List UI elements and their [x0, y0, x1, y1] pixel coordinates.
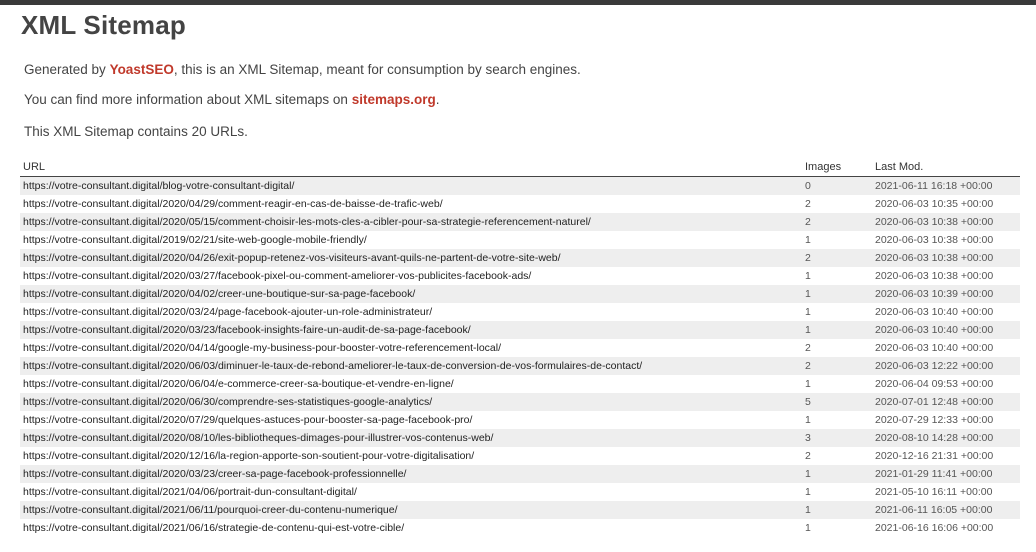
last-modified-cell: 2020-06-03 10:40 +00:00 [875, 306, 994, 318]
last-modified-cell: 2020-06-03 10:35 +00:00 [875, 198, 994, 210]
url-link[interactable]: https://votre-consultant.digital/blog-votre-consultant-digital/ [23, 180, 295, 192]
url-link[interactable]: https://votre-consultant.digital/2019/02/21/site-web-google-mobile-friendly/ [23, 234, 367, 246]
images-count-cell: 1 [805, 234, 811, 246]
url-link[interactable]: https://votre-consultant.digital/2021/04/06/portrait-dun-consultant-digital/ [23, 486, 357, 498]
table-row [20, 267, 1020, 285]
table-header-row [20, 158, 1020, 177]
images-count-cell: 2 [805, 450, 811, 462]
url-cell [20, 213, 802, 231]
url-link[interactable]: https://votre-consultant.digital/2020/05/15/comment-choisir-les-mots-cles-a-cibler-pour-sa-strategie-referencement-naturel/ [23, 216, 591, 228]
generated-by-text [24, 62, 581, 77]
url-link[interactable]: https://votre-consultant.digital/2020/07/29/quelques-astuces-pour-booster-sa-page-facebook-pro/ [23, 414, 473, 426]
images-count-cell: 1 [805, 414, 811, 426]
info-prefix: You can find more information about XML sitemaps on [24, 92, 352, 107]
url-link[interactable]: https://votre-consultant.digital/2020/06/04/e-commerce-creer-sa-boutique-et-vendre-en-ligne/ [23, 378, 454, 390]
images-count-cell: 2 [805, 342, 811, 354]
images-count-cell: 5 [802, 393, 872, 411]
table-row [20, 411, 1020, 429]
url-cell [20, 231, 802, 249]
table-row [20, 393, 1020, 411]
more-info-text [24, 92, 439, 107]
table-row [20, 357, 1020, 375]
table-row [20, 213, 1020, 231]
table-row [20, 195, 1020, 213]
url-cell [20, 519, 802, 537]
last-modified-cell: 2021-06-11 16:18 +00:00 [872, 177, 1020, 196]
table-row [20, 285, 1020, 303]
table-row [20, 339, 1020, 357]
last-modified-cell: 2021-05-10 16:11 +00:00 [875, 486, 993, 498]
last-modified-cell: 2021-01-29 11:41 +00:00 [872, 465, 1020, 483]
url-cell [20, 249, 802, 267]
url-cell [20, 483, 802, 501]
sitemap-table [20, 158, 1020, 537]
last-modified-cell: 2020-06-04 09:53 +00:00 [875, 378, 994, 390]
url-cell [20, 429, 802, 447]
images-count-cell: 2 [805, 198, 811, 210]
last-modified-cell: 2021-06-11 16:05 +00:00 [872, 501, 1020, 519]
url-link[interactable]: https://votre-consultant.digital/2021/06/11/pourquoi-creer-du-contenu-numerique/ [23, 504, 398, 516]
last-modified-cell: 2020-06-03 12:22 +00:00 [872, 357, 1020, 375]
url-link[interactable]: https://votre-consultant.digital/2020/06/30/comprendre-ses-statistiques-google-analytics/ [23, 396, 433, 408]
url-cell [20, 177, 802, 196]
last-modified-cell: 2020-06-03 10:38 +00:00 [872, 213, 1020, 231]
url-cell [20, 501, 802, 519]
images-count-cell: 1 [805, 522, 811, 534]
url-cell [20, 285, 802, 303]
url-link[interactable]: https://votre-consultant.digital/2020/04/14/google-my-business-pour-booster-votre-referencement-local/ [23, 342, 501, 354]
table-row [20, 177, 1020, 196]
last-modified-cell: 2020-07-01 12:48 +00:00 [872, 393, 1020, 411]
last-modified-cell: 2020-06-03 10:38 +00:00 [875, 270, 994, 282]
last-modified-cell: 2020-06-03 10:40 +00:00 [875, 342, 994, 354]
sitemap-rows [20, 177, 1020, 538]
url-link[interactable]: https://votre-consultant.digital/2020/04/29/comment-reagir-en-cas-de-baisse-de-trafic-web/ [23, 198, 443, 210]
url-cell [20, 303, 802, 321]
images-count-cell: 2 [802, 213, 872, 231]
url-cell [20, 393, 802, 411]
top-bar [0, 0, 1036, 5]
url-link[interactable]: https://votre-consultant.digital/2020/04/02/creer-une-boutique-sur-sa-page-facebook/ [23, 288, 416, 300]
url-cell [20, 465, 802, 483]
images-count-cell: 1 [805, 486, 811, 498]
images-count-cell: 1 [802, 465, 872, 483]
images-count-cell: 1 [805, 270, 811, 282]
last-modified-cell: 2020-06-03 10:40 +00:00 [872, 321, 1020, 339]
url-link[interactable]: https://votre-consultant.digital/2020/03/24/page-facebook-ajouter-un-role-administrateur/ [23, 306, 433, 318]
yoast-link[interactable]: YoastSEO [109, 62, 174, 77]
table-row [20, 519, 1020, 537]
url-count-text: This XML Sitemap contains 20 URLs. [24, 124, 248, 139]
table-row [20, 465, 1020, 483]
url-link[interactable]: https://votre-consultant.digital/2020/03/27/facebook-pixel-ou-comment-ameliorer-vos-publicites-facebook-ads/ [23, 270, 532, 282]
last-modified-cell: 2020-07-29 12:33 +00:00 [875, 414, 994, 426]
url-cell [20, 375, 802, 393]
table-row [20, 303, 1020, 321]
table-row [20, 483, 1020, 501]
generated-prefix: Generated by [24, 62, 110, 77]
url-cell [20, 267, 802, 285]
url-link[interactable]: https://votre-consultant.digital/2021/06/16/strategie-de-contenu-qui-est-votre-cible/ [23, 522, 405, 534]
last-modified-cell: 2020-12-16 21:31 +00:00 [875, 450, 994, 462]
sitemaps-org-link[interactable]: sitemaps.org [351, 92, 436, 107]
generated-suffix: , this is an XML Sitemap, meant for consumption by search engines. [173, 62, 581, 77]
table-row [20, 249, 1020, 267]
url-link[interactable]: https://votre-consultant.digital/2020/08/10/les-bibliotheques-dimages-pour-illustrer-vos-contenus-web/ [23, 432, 494, 444]
url-link[interactable]: https://votre-consultant.digital/2020/04/26/exit-popup-retenez-vos-visiteurs-avant-quils-ne-partent-de-votre-site-web/ [23, 252, 561, 264]
last-modified-cell: 2020-06-03 10:38 +00:00 [875, 234, 994, 246]
images-count-cell: 1 [802, 285, 872, 303]
images-count-cell: 0 [802, 177, 872, 196]
images-count-cell: 1 [802, 321, 872, 339]
page-title: XML Sitemap [21, 10, 186, 40]
info-suffix: . [435, 92, 440, 107]
url-link[interactable]: https://votre-consultant.digital/2020/06/03/diminuer-le-taux-de-rebond-ameliorer-le-taux-de-conversion-de-vos-formulaires-de-contact/ [23, 360, 643, 372]
url-cell [20, 321, 802, 339]
url-cell [20, 411, 802, 429]
images-count-cell: 1 [805, 306, 811, 318]
last-modified-cell: 2021-06-16 16:06 +00:00 [875, 522, 994, 534]
url-cell [20, 447, 802, 465]
url-cell [20, 339, 802, 357]
lastmod-column-header: Last Mod. [872, 158, 1020, 177]
last-modified-cell: 2020-08-10 14:28 +00:00 [872, 429, 1020, 447]
table-row [20, 375, 1020, 393]
table-row [20, 429, 1020, 447]
images-count-cell: 2 [802, 249, 872, 267]
images-column-header: Images [802, 158, 872, 177]
table-row [20, 231, 1020, 249]
url-link[interactable]: https://votre-consultant.digital/2020/12/16/la-region-apporte-son-soutient-pour-votre-digitalisation/ [23, 450, 475, 462]
images-count-cell: 1 [802, 501, 872, 519]
table-row [20, 447, 1020, 465]
table-row [20, 501, 1020, 519]
url-link[interactable]: https://votre-consultant.digital/2020/03/23/facebook-insights-faire-un-audit-de-sa-page-facebook/ [23, 324, 471, 336]
last-modified-cell: 2020-06-03 10:39 +00:00 [872, 285, 1020, 303]
url-column-header: URL [20, 158, 802, 177]
images-count-cell: 3 [802, 429, 872, 447]
url-cell [20, 195, 802, 213]
table-row [20, 321, 1020, 339]
last-modified-cell: 2020-06-03 10:38 +00:00 [872, 249, 1020, 267]
url-cell [20, 357, 802, 375]
url-link[interactable]: https://votre-consultant.digital/2020/03/23/creer-sa-page-facebook-professionnelle/ [23, 468, 407, 480]
images-count-cell: 2 [802, 357, 872, 375]
images-count-cell: 1 [805, 378, 811, 390]
